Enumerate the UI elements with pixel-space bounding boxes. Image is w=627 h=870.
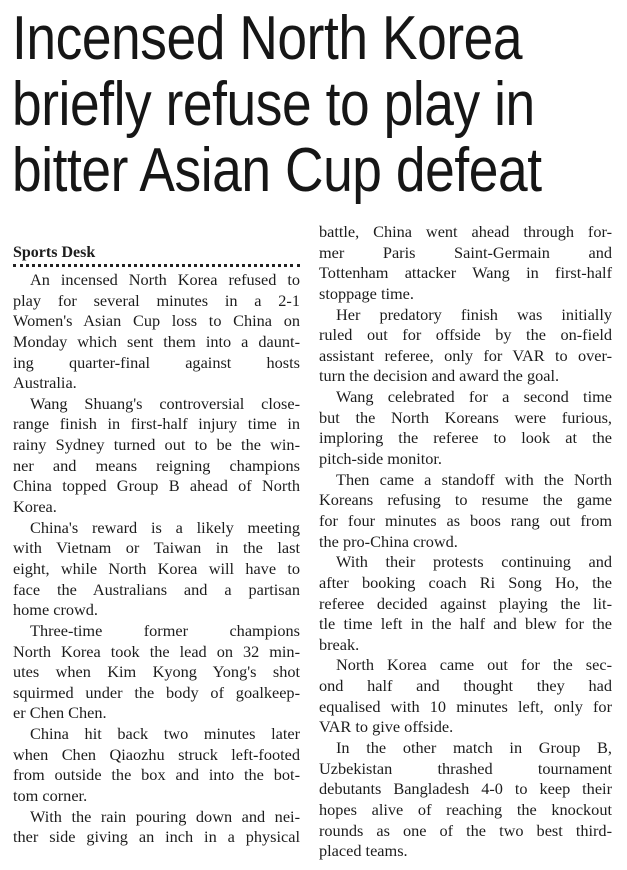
article-paragraph: [319, 305, 612, 388]
text-line: from outside the box and into the bot-: [13, 765, 300, 785]
text-line: Women's Asian Cup loss to China on: [13, 311, 300, 331]
text-line: for four minutes as boos rang out from: [319, 510, 612, 530]
text-line: Koreans refusing to resume the game: [319, 490, 612, 510]
text-line: North Korea came out for the sec-: [336, 655, 612, 675]
text-line: China topped Group B ahead of North: [13, 476, 300, 496]
text-line: ruled out for offside by the on-field: [319, 325, 612, 345]
text-line: Then came a standoff with the North: [336, 469, 612, 489]
text-line: VAR to give offside.: [319, 717, 454, 737]
text-line: tle time left in the half and blew for the: [319, 614, 612, 634]
text-line: mer Paris Saint-Germain and: [319, 242, 612, 262]
text-line: eight, while North Korea will have to: [13, 558, 300, 578]
text-line: home crowd.: [13, 600, 98, 620]
text-line: Her predatory finish was initially: [336, 304, 612, 324]
text-line: the pro-China crowd.: [319, 531, 458, 551]
text-line: break.: [319, 634, 360, 654]
text-line: Australia.: [13, 373, 77, 393]
text-line: hopes alive of reaching the knockout: [319, 799, 612, 819]
text-line: utes when Kim Kyong Yong's shot: [13, 662, 300, 682]
text-line: tom corner.: [13, 786, 88, 806]
text-line: referee decided against playing the lit-: [319, 593, 612, 613]
article-paragraph: [13, 724, 300, 807]
text-line: ond half and thought they had: [319, 676, 612, 696]
text-line: An incensed North Korea refused to: [30, 270, 300, 289]
article-paragraph: [319, 222, 612, 305]
text-line: Wang celebrated for a second time: [336, 387, 612, 407]
text-line: stoppage time.: [319, 283, 414, 303]
headline-line: briefly refuse to play in: [12, 70, 535, 139]
text-line: With the rain pouring down and nei-: [30, 806, 300, 826]
text-line: debutants Bangladesh 4-0 to keep their: [319, 779, 612, 799]
text-line: battle, China went ahead through for-: [319, 222, 612, 241]
column-body: [319, 222, 612, 862]
article-paragraph: [319, 655, 612, 738]
text-line: ing quarter-final against hosts: [13, 352, 300, 372]
text-line: North Korea took the lead on 32 min-: [13, 641, 300, 661]
text-line: Uzbekistan thrashed tournament: [319, 758, 612, 778]
text-line: squirmed under the body of goalkeep-: [13, 682, 300, 702]
text-line: Tottenham attacker Wang in first-half: [319, 263, 612, 283]
byline: Sports Desk: [13, 244, 96, 261]
text-line: but the North Koreans were furious,: [319, 407, 612, 427]
article-paragraph: [13, 807, 300, 848]
text-line: China hit back two minutes later: [30, 724, 300, 744]
text-line: face the Australians and a partisan: [13, 579, 300, 599]
text-line: Wang Shuang's controversial close-: [30, 393, 300, 413]
text-line: rainy Sydney turned out to be the win-: [13, 435, 300, 455]
text-line: In the other match in Group B,: [336, 738, 612, 758]
article-column-right: [319, 222, 612, 862]
text-line: imploring the referee to look at the: [319, 428, 612, 448]
text-line: rounds as one of the two best third-: [319, 820, 612, 840]
article-paragraph: [319, 738, 612, 862]
text-line: pitch-side monitor.: [319, 449, 442, 469]
text-line: Korea.: [13, 497, 57, 517]
article-paragraph: [319, 387, 612, 470]
article-paragraph: [13, 394, 300, 518]
text-line: ther side giving an inch in a physical: [13, 827, 300, 847]
text-line: equalised with 10 minutes left, only for: [319, 696, 612, 716]
headline-line: Incensed North Korea: [12, 4, 523, 73]
text-line: placed teams.: [319, 841, 408, 861]
text-line: turn the decision and award the goal.: [319, 366, 560, 386]
text-line: assistant referee, only for VAR to over-: [319, 345, 612, 365]
article-column-left: [13, 243, 300, 848]
text-line: Monday which sent them into a daunt-: [13, 331, 300, 351]
article-paragraph: [13, 518, 300, 621]
text-line: Three-time former champions: [30, 620, 300, 640]
text-line: when Chen Qiaozhu struck left-footed: [13, 744, 300, 764]
headline: [12, 6, 627, 204]
headline-line: bitter Asian Cup defeat: [12, 136, 542, 205]
article-paragraph: [13, 270, 300, 394]
article-paragraph: [319, 552, 612, 655]
text-line: ner and means reigning champions: [13, 455, 300, 475]
text-line: with Vietnam or Taiwan in the last: [13, 538, 300, 558]
article-paragraph: [13, 621, 300, 724]
article-paragraph: [319, 470, 612, 553]
dotted-divider: [13, 264, 300, 267]
text-line: after booking coach Ri Song Ho, the: [319, 572, 612, 592]
text-line: play for several minutes in a 2-1: [13, 290, 300, 310]
text-line: range finish in first-half injury time in: [13, 414, 300, 434]
text-line: China's reward is a likely meeting: [30, 517, 300, 537]
text-line: With their protests continuing and: [336, 552, 612, 572]
text-line: er Chen Chen.: [13, 703, 107, 723]
column-body: [13, 270, 300, 848]
